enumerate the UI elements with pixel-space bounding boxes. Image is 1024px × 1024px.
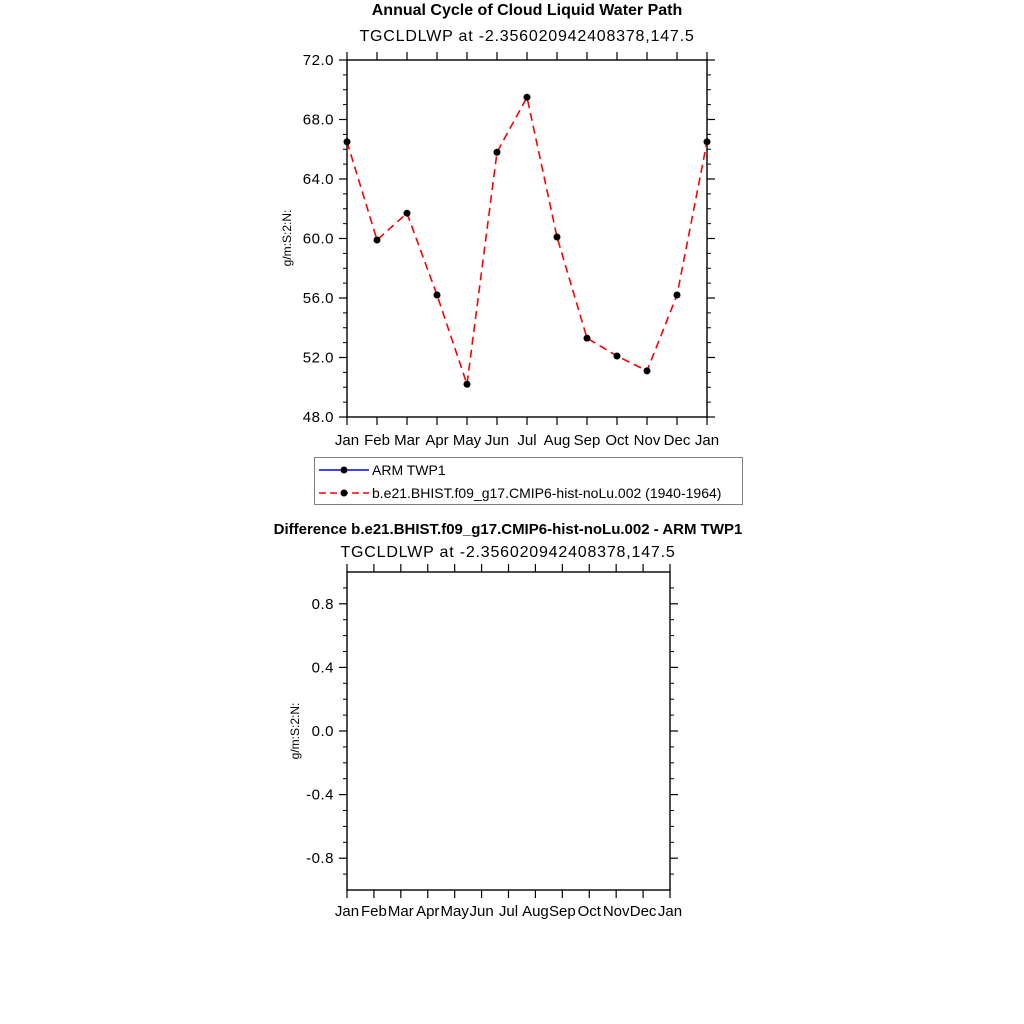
svg-text:Jan: Jan [334, 903, 360, 920]
bottom-chart-yaxis-label: g/m:S:2:N: [288, 702, 302, 760]
svg-text:Jun: Jun [469, 903, 494, 920]
svg-text:Oct: Oct [605, 432, 629, 449]
svg-text:Oct: Oct [577, 903, 601, 920]
legend-box [314, 457, 743, 505]
svg-text:0.4: 0.4 [311, 659, 334, 677]
legend-label-model: b.e21.BHIST.f09_g17.CMIP6-hist-noLu.002 (1940-1964) [372, 484, 722, 501]
svg-text:Jul: Jul [517, 432, 537, 449]
svg-text:Sep: Sep [573, 432, 601, 449]
svg-text:48.0: 48.0 [302, 409, 334, 426]
bottom-chart-title: Difference b.e21.BHIST.f09_g17.CMIP6-hist-noLu.002 - ARM TWP1 [273, 521, 743, 538]
svg-text:60.0: 60.0 [302, 230, 334, 248]
svg-text:68.0: 68.0 [302, 111, 334, 129]
svg-text:-0.4: -0.4 [306, 786, 334, 804]
legend-item-model [318, 482, 742, 504]
svg-text:Aug: Aug [543, 432, 571, 449]
svg-text:Jun: Jun [484, 432, 510, 449]
top-chart-title: Annual Cycle of Cloud Liquid Water Path [371, 2, 683, 19]
bottom-chart-subtitle: TGCLDLWP at -2.356020942408378,147.5 [340, 544, 676, 561]
legend-label-arm-twp1: ARM TWP1 [372, 461, 446, 478]
legend-line-sample-solid [318, 462, 370, 478]
svg-text:Dec: Dec [629, 903, 657, 920]
svg-text:Nov: Nov [633, 432, 661, 449]
svg-text:72.0: 72.0 [302, 52, 334, 69]
svg-text:Mar: Mar [387, 903, 414, 920]
svg-text:Sep: Sep [548, 903, 576, 920]
legend-item-arm-twp1 [318, 459, 742, 481]
svg-text:56.0: 56.0 [302, 290, 334, 307]
svg-text:52.0: 52.0 [302, 349, 334, 367]
svg-text:Feb: Feb [364, 432, 390, 449]
svg-text:Jul: Jul [498, 903, 519, 920]
svg-text:Apr: Apr [425, 432, 449, 449]
svg-text:Apr: Apr [416, 903, 440, 920]
svg-text:Mar: Mar [394, 432, 420, 449]
svg-text:0.8: 0.8 [311, 595, 334, 613]
svg-text:Jan: Jan [657, 903, 683, 920]
svg-text:May: May [452, 432, 482, 449]
svg-text:Aug: Aug [522, 903, 549, 920]
svg-text:-0.8: -0.8 [306, 850, 334, 868]
svg-text:64.0: 64.0 [302, 171, 334, 188]
svg-text:Jan: Jan [334, 432, 360, 449]
svg-text:0.0: 0.0 [311, 723, 334, 740]
svg-text:May: May [440, 903, 469, 920]
top-chart-subtitle: TGCLDLWP at -2.356020942408378,147.5 [359, 28, 695, 45]
legend-marker-dot-icon [341, 466, 348, 473]
svg-text:Dec: Dec [663, 432, 691, 449]
svg-text:Feb: Feb [360, 903, 387, 920]
top-chart-yaxis-label: g/m:S:2:N: [280, 209, 294, 267]
legend-line-sample-dashed [318, 485, 370, 501]
svg-text:Jan: Jan [694, 432, 720, 449]
legend-marker-dot-icon [341, 489, 348, 496]
svg-text:Nov: Nov [602, 903, 630, 920]
